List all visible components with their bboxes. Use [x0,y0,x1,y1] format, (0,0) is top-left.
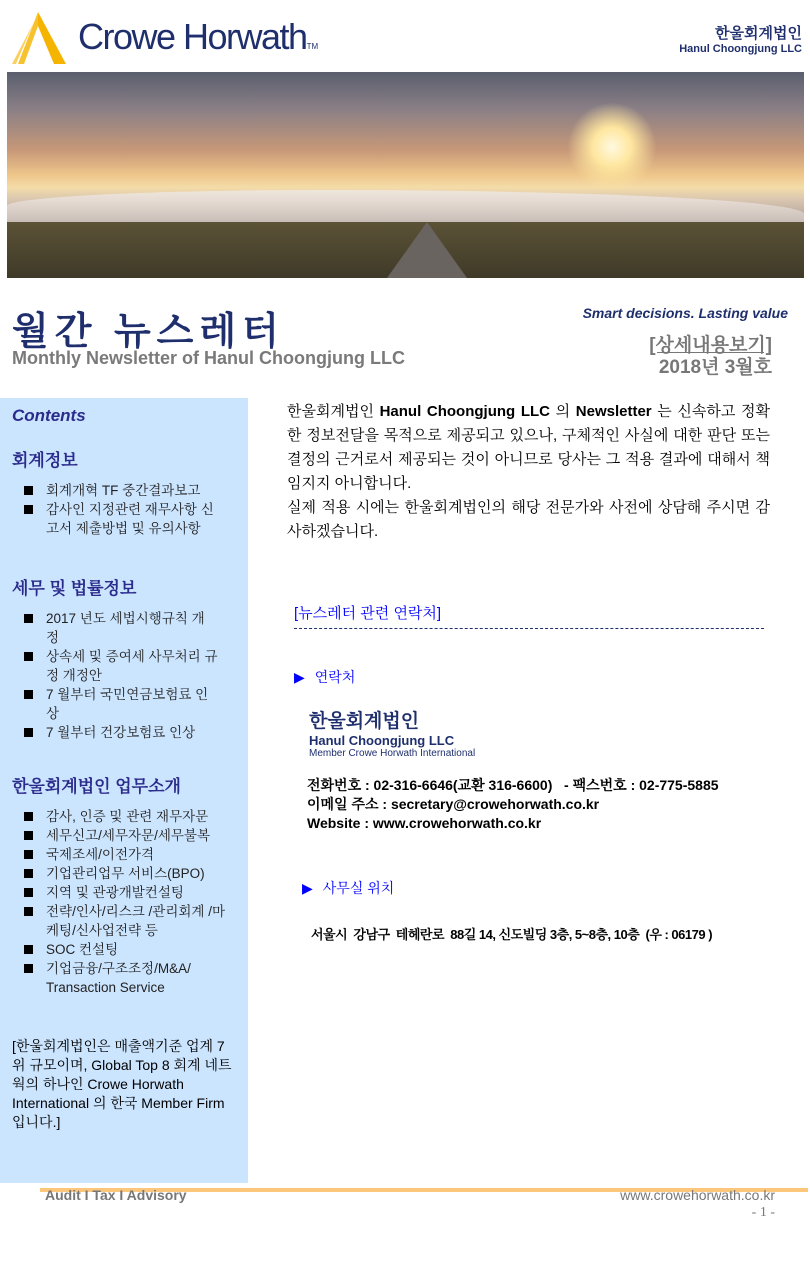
contact-details [307,776,719,833]
tagline: Smart decisions. Lasting value [582,305,788,321]
intro-text-part: 의 [550,403,576,420]
contact-subheading [294,667,355,687]
card-name-ko: 한울회계법인 [309,711,420,732]
trademark: TM [306,42,319,51]
firm-logo [679,22,802,55]
firm-card-logo [309,706,475,759]
contact-heading: [뉴스레터 관련 연락처] [294,605,442,622]
intro-paragraph-2: 실제 적용 시에는 한울회계법인의 해당 전문가와 사전에 상담해 주시면 감사하겠습니다. [287,499,770,540]
sun [567,102,657,192]
brand-logo[interactable] [78,16,318,58]
phone-fax: 전화번호 : 02-316-6646(교환 316-6600) - 팩스번호 : 02-775-5885 [307,777,719,793]
list-item[interactable]: 7 월부터 국민연금보험료 인상 [24,685,214,723]
issue-date: 2018년 3월호 [658,357,772,378]
page-number: - 1 - [751,1205,775,1220]
section-list [24,609,248,742]
detail-link[interactable]: [상세내용보기] [649,335,772,356]
brand-name: Crowe Horwath [78,16,307,57]
contents-sidebar [0,398,248,1183]
office-subheading [302,878,394,898]
office-subheading-label: 사무실 위치 [322,880,395,896]
firm-name-ko: 한울회계법인 [715,25,802,42]
list-item[interactable]: 세무신고/세무자문/세무불복 [24,826,248,845]
hero-image [7,72,804,278]
list-item[interactable]: 2017 년도 세법시행규칙 개정 [24,609,214,647]
list-item[interactable]: 전략/인사/리스크 /관리회계 /마케팅/신사업전략 등 [24,902,234,940]
contact-subheading-label: 연락처 [314,669,356,685]
intro-text-part: Hanul Choongjung LLC [379,403,550,420]
list-item[interactable]: 기업금융/구조조정/M&A/ Transaction Service [24,959,214,997]
triangle-right-icon: ▶ [302,880,313,896]
section-list [24,481,248,538]
divider [294,628,764,629]
intro-text-part: 한울회계법인 [287,403,380,420]
card-name-en: Hanul Choongjung LLC [309,733,455,748]
section-list [24,807,248,997]
list-item[interactable]: 상속세 및 증여세 사무처리 규정 개정안 [24,647,224,685]
section-heading: 회계정보 [12,451,78,470]
list-item[interactable]: 지역 및 관광개발컨설팅 [24,883,248,902]
card-member: Member Crowe Horwath International [309,748,476,759]
intro-text [287,400,770,544]
intro-text-part: Newsletter [575,403,652,420]
list-item[interactable]: SOC 컨설팅 [24,940,248,959]
list-item[interactable]: 국제조세/이전가격 [24,845,248,864]
firm-note: [한울회계법인은 매출액기준 업계 7 위 규모이며, Global Top 8 회계 네트웍의 하나인 Crowe Horwath International 의 한국 Member Firm 입니다.] [12,1038,232,1130]
crowe-logo-icon [10,12,66,64]
email[interactable]: 이메일 주소 : secretary@crowehorwath.co.kr [307,796,600,812]
website[interactable]: Website : www.crowehorwath.co.kr [307,815,542,831]
triangle-right-icon: ▶ [294,669,305,685]
footer-services: Audit I Tax I Advisory [45,1187,187,1203]
list-item[interactable]: 7 월부터 건강보험료 인상 [24,723,248,742]
list-item[interactable]: 감사, 인증 및 관련 재무자문 [24,807,248,826]
section-heading: 한울회계법인 업무소개 [12,777,181,796]
page-title: 월간 뉴스레터 [12,311,285,353]
section-heading: 세무 및 법률정보 [12,579,137,598]
list-item[interactable]: 감사인 지정관련 재무사항 신고서 제출방법 및 유의사항 [24,500,224,538]
footer-website[interactable]: www.crowehorwath.co.kr [620,1187,775,1203]
page-subtitle: Monthly Newsletter of Hanul Choongjung LLC [12,348,405,368]
road [387,222,467,278]
firm-name-en: Hanul Choongjung LLC [679,43,802,55]
intro-text-part: 는 신속하고 정확한 정보전달을 목적으로 제공되고 있으나, 구체적인 사실에 대한 판단 또는 결정의 근거로서 제공되는 것이 아니므로 당사는 그 적용 결과에 대해서 책임지지 아니합니다. [287,403,771,492]
contents-heading: Contents [12,406,86,425]
list-item[interactable]: 기업관리업무 서비스(BPO) [24,864,248,883]
office-address: 서울시 강남구 테헤란로 88길 14, 신도빌딩 3층, 5~8층, 10층 (우 : 06179 ) [311,927,713,942]
list-item[interactable]: 회계개혁 TF 중간결과보고 [24,481,248,500]
